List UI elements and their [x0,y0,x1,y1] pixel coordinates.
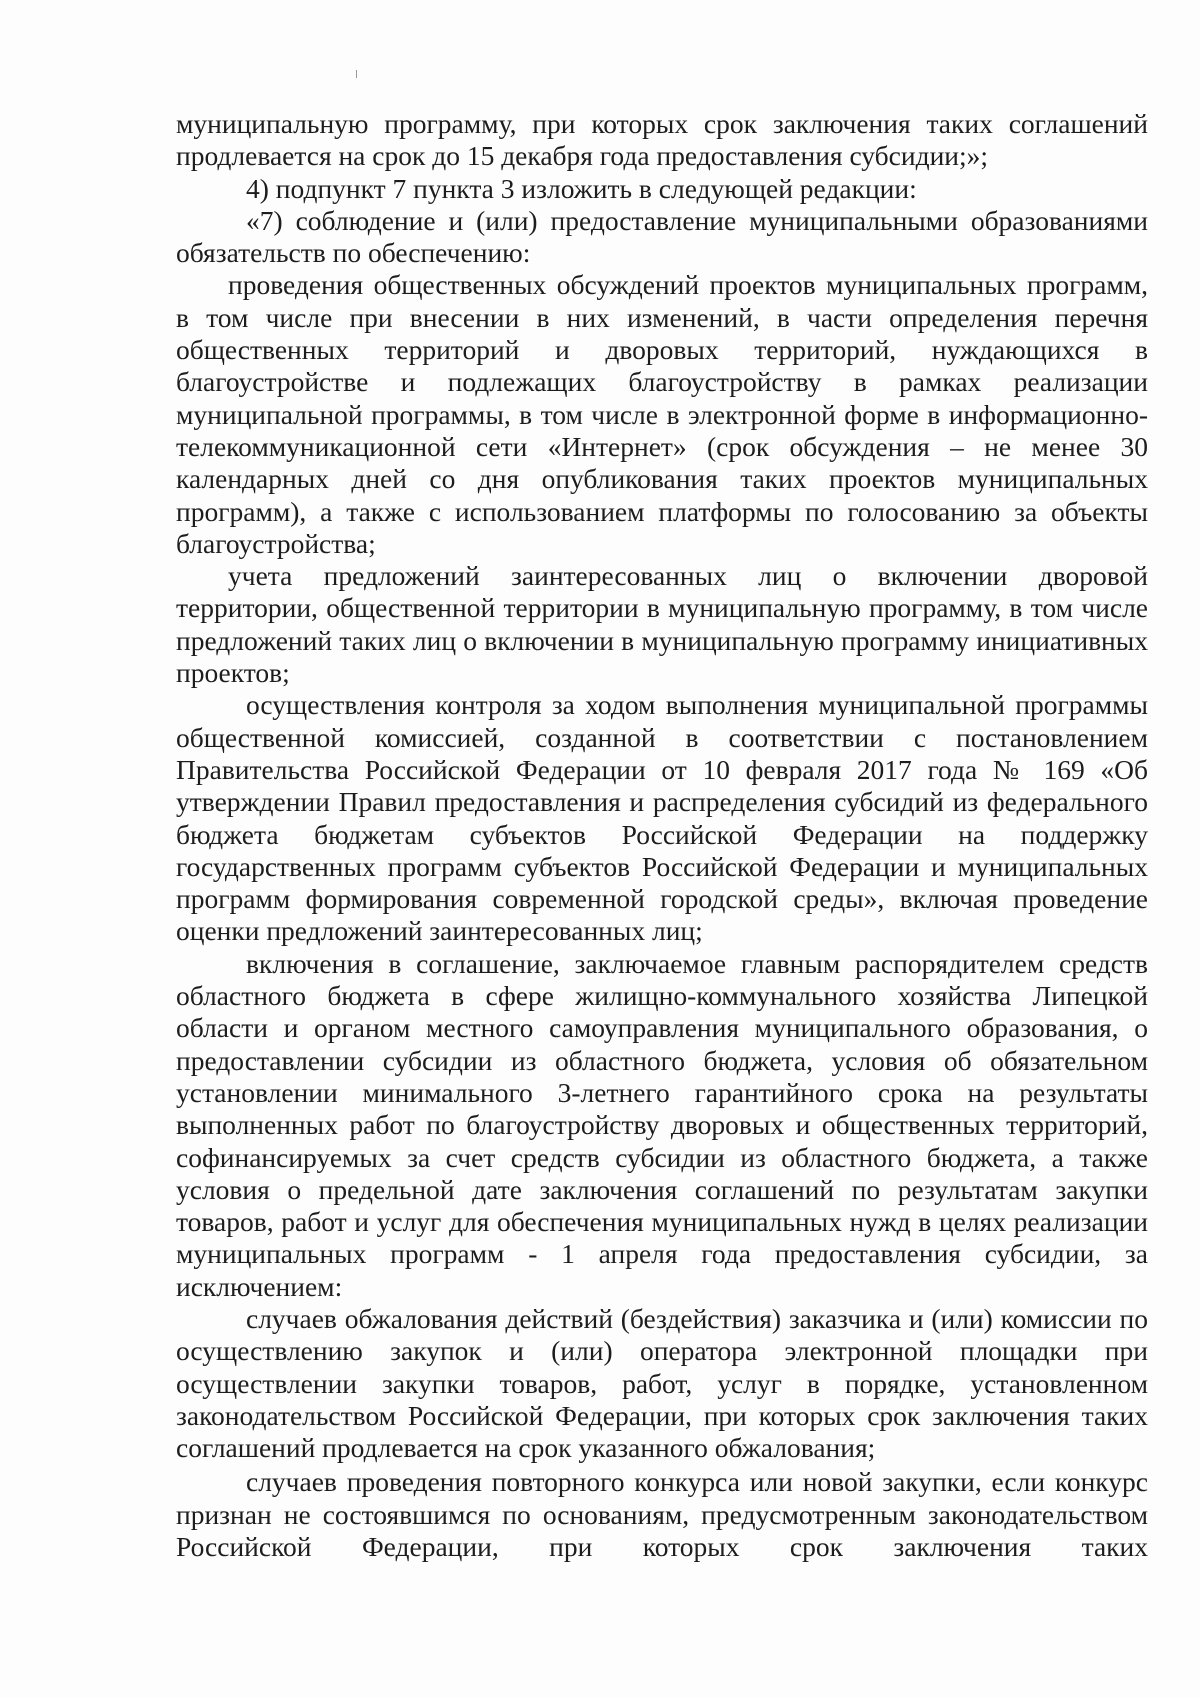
paragraph-continuation: муниципальную программу, при которых срок заключения таких соглашений продлевается на срок до 15 декабря года предоставления субсидии;»; [176,108,1148,172]
paragraph-proposals: учета предложений заинтересованных лиц о включении дворовой территории, общественной территории в муниципальную программу, в том числе предложений таких лиц о включении в муниципальную программу инициативных проектов; [176,560,1148,689]
paragraph-item-4: 4) подпункт 7 пункта 3 изложить в следующей редакции: [246,172,917,204]
paragraph-control: осуществления контроля за ходом выполнения муниципальной программы общественной комиссией, созданной в соответствии с постановлением Правительства Российской Федерации от 10 февраля 2017 года № 169 «Об утверждении Правил предоставления и распределения субсидий из федерального бюджета бюджетам субъектов Российской Федерации на поддержку государственных программ субъектов Российской Федерации и муниципальных программ формирования современной городской среды», включая проведение оценки предложений заинтересованных лиц; [176,689,1148,947]
paragraph-repeat-tender: случаев проведения повторного конкурса или новой закупки, если конкурс признан не состоявшимся по основаниям, предусмотренным законодательством Российской Федерации, при которых срок заключения таких [176,1466,1148,1563]
paragraph-agreement-inclusion: включения в соглашение, заключаемое главным распорядителем средств областного бюджета в сфере жилищно-коммунального хозяйства Липецкой области и органом местного самоуправления муниципального образования, о предоставлении субсидии из областного бюджета, условия об обязательном установлении минимального 3-летнего гарантийного срока на результаты выполненных работ по благоустройству дворовых и общественных территорий, софинансируемых за счет средств субсидии из областного бюджета, а также условия о предельной дате заключения соглашений по результатам закупки товаров, работ и услуг для обеспечения муниципальных нужд в целях реализации муниципальных программ - 1 апреля года предоставления субсидии, за исключением: [176,947,1148,1302]
scan-mark [356,70,357,78]
paragraph-appeal-cases: случаев обжалования действий (бездействия) заказчика и (или) комиссии по осуществлению закупок и (или) оператора электронной площадки при осуществлении закупки товаров, работ, услуг в порядке, установленном законодательством Российской Федерации, при которых срок заключения таких соглашений продлевается на срок указанного обжалования; [176,1302,1148,1464]
paragraph-subitem-7: «7) соблюдение и (или) предоставление муниципальными образованиями обязательств по обеспечению: [176,204,1148,269]
paragraph-public-discussions: проведения общественных обсуждений проектов муниципальных программ, в том числе при внесении в них изменений, в части определения перечня общественных территорий и дворовых территорий, нуждающихся в благоустройстве и подлежащих благоустройству в рамках реализации муниципальной программы, в том числе в электронной форме в информационно-телекоммуникационной сети «Интернет» (срок обсуждения – не менее 30 календарных дней со дня опубликования таких проектов муниципальных программ), а также с использованием платформы по голосованию за объекты благоустройства; [176,269,1148,559]
document-body [176,108,1148,1563]
